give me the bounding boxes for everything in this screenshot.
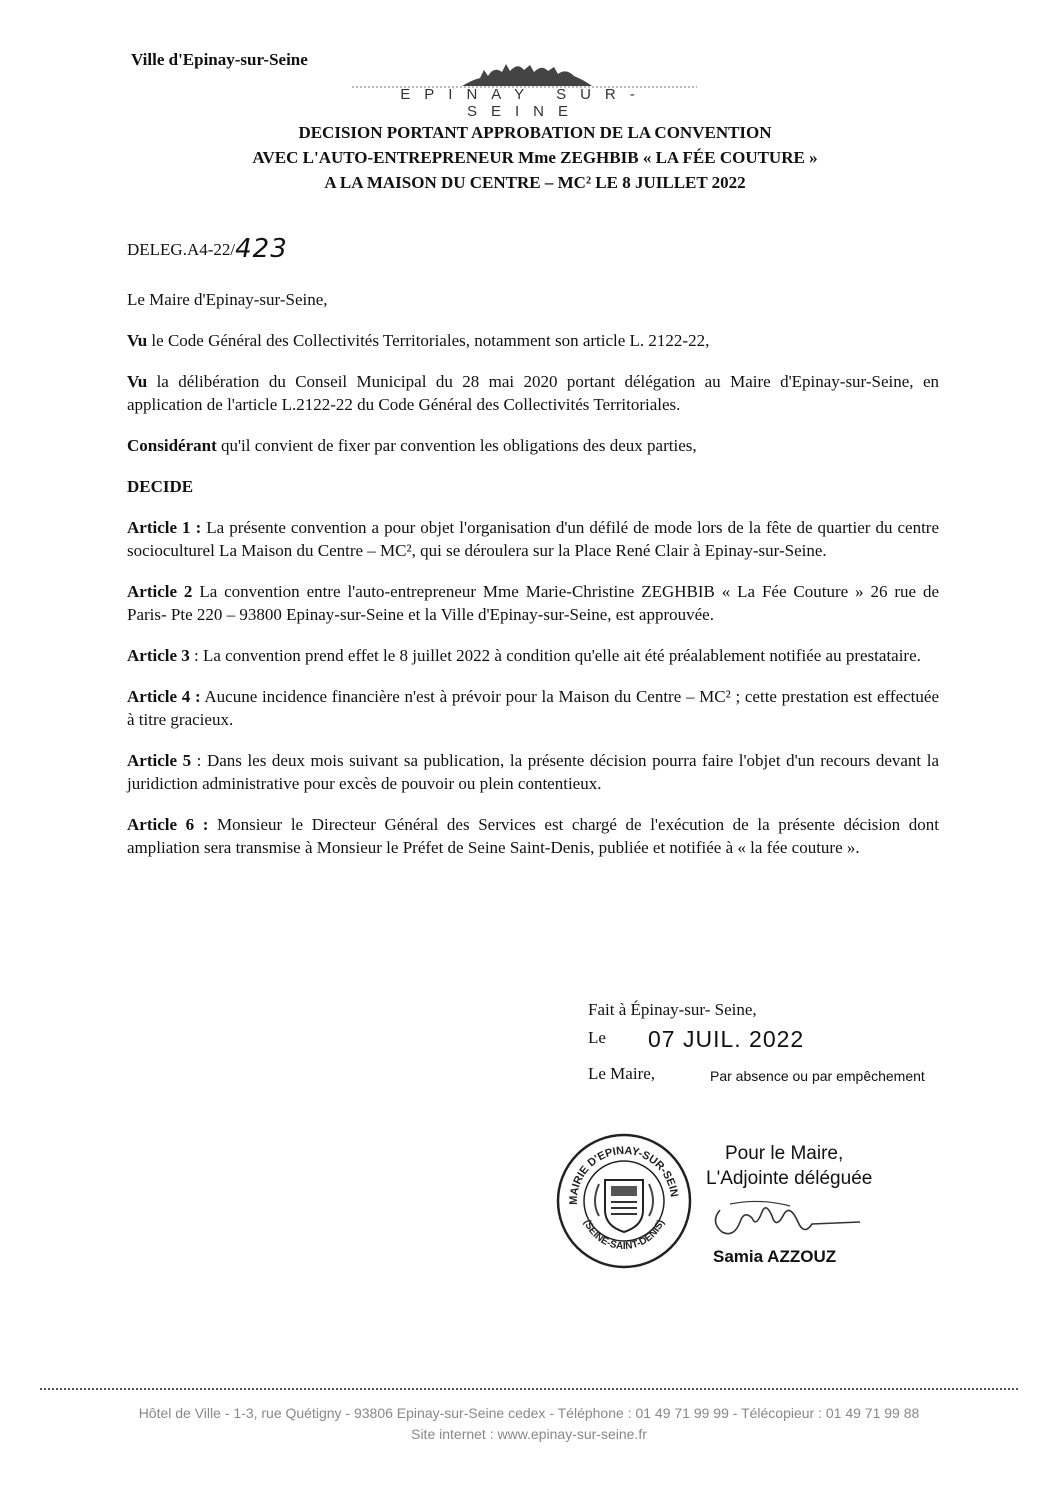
article-5: Article 5 : Dans les deux mois suivant sa publication, la présente décision pourra faire l'objet d'un recours devant la juridiction administrative pour excès de pouvoir ou plein contentieux. xyxy=(127,751,939,793)
svg-text:(SEINE-SAINT-DENIS): (SEINE-SAINT-DENIS) xyxy=(581,1218,667,1253)
article-1: Article 1 : La présente convention a pour objet l'organisation d'un défilé de mode lors de la fête de quartier du centre socioculturel La Maison du Centre – MC², qui se déroulera sur la Place René Clair à Epinay-sur-Seine. xyxy=(127,518,939,560)
article-2: Article 2 La convention entre l'auto-entrepreneur Mme Marie-Christine ZEGHBIB « La Fée Couture » 26 rue de Paris- Pte 220 – 93800 Epinay-sur-Seine et la Ville d'Epinay-sur-Seine, est approuvée. xyxy=(127,582,939,624)
vu-deliberation: Vu la délibération du Conseil Municipal du 28 mai 2020 portant délégation au Maire d'Epinay-sur-Seine, en application de l'article L.2122-22 du Code Général des Collectivités Territoriales. xyxy=(127,372,939,414)
title-line-1: DECISION PORTANT APPROBATION DE LA CONVENTION xyxy=(298,123,772,142)
title-line-2: AVEC L'AUTO-ENTREPRENEUR Mme ZEGHBIB « LA FÉE COUTURE » xyxy=(252,148,818,167)
signatory-name: Samia AZZOUZ xyxy=(713,1247,837,1266)
decision-title xyxy=(150,120,920,195)
logo-text: EPINAY SUR-SEINE xyxy=(400,86,649,120)
adjointe-label: L'Adjointe déléguée xyxy=(706,1168,873,1189)
handwritten-signature xyxy=(700,1192,865,1247)
decision-body xyxy=(127,288,939,877)
footer-address: Hôtel de Ville - 1-3, rue Quétigny - 93806 Epinay-sur-Seine cedex - Téléphone : 01 49 71 99 99 - Télécopieur : 01 49 71 99 88 xyxy=(138,1405,920,1421)
signature-maire: Le Maire, xyxy=(588,1064,656,1083)
date-stamp: 07 JUIL. 2022 xyxy=(648,1026,805,1052)
article-3: Article 3 : La convention prend effet le 8 juillet 2022 à condition qu'elle ait été préalablement notifiée au prestataire. xyxy=(127,646,921,665)
skyline-icon xyxy=(352,56,697,90)
title-line-3: A LA MAISON DU CENTRE – MC² LE 8 JUILLET 2022 xyxy=(324,173,746,192)
article-6: Article 6 : Monsieur le Directeur Général des Services est chargé de l'exécution de la présente décision dont ampliation sera transmise à Monsieur le Préfet de Seine Saint-Denis, publiée et notifiée à « la fée couture ». xyxy=(127,815,939,857)
vu-code: Vu le Code Général des Collectivités Territoriales, notamment son article L. 2122-22, xyxy=(127,331,710,350)
signature-le: Le xyxy=(588,1028,606,1047)
pour-le-maire: Pour le Maire, xyxy=(725,1143,844,1164)
mairie-seal xyxy=(555,1132,693,1270)
reference-prefix: DELEG.A4-22/ xyxy=(127,240,236,259)
absence-stamp: Par absence ou par empêchement xyxy=(710,1068,925,1084)
seal-icon xyxy=(555,1132,693,1270)
city-logo xyxy=(352,56,697,120)
article-4: Article 4 : Aucune incidence financière n'est à prévoir pour la Maison du Centre – MC² ; cette prestation est effectuée à titre gracieux. xyxy=(127,687,939,729)
decision-reference xyxy=(127,232,288,262)
considerant: Considérant qu'il convient de fixer par convention les obligations des deux parties, xyxy=(127,436,697,455)
footer-website: Site internet : www.epinay-sur-seine.fr xyxy=(411,1426,647,1442)
city-name: Ville d'Epinay-sur-Seine xyxy=(131,50,308,69)
intro-line: Le Maire d'Epinay-sur-Seine, xyxy=(127,290,328,309)
signature-place: Fait à Épinay-sur- Seine, xyxy=(588,1000,757,1019)
reference-number: 423 xyxy=(235,234,288,264)
decide-heading: DECIDE xyxy=(127,477,194,496)
footer-divider xyxy=(40,1388,1018,1390)
svg-text:MAIRIE D'EPINAY-SUR-SEINE: MAIRIE D'EPINAY-SUR-SEIN xyxy=(567,1144,680,1205)
